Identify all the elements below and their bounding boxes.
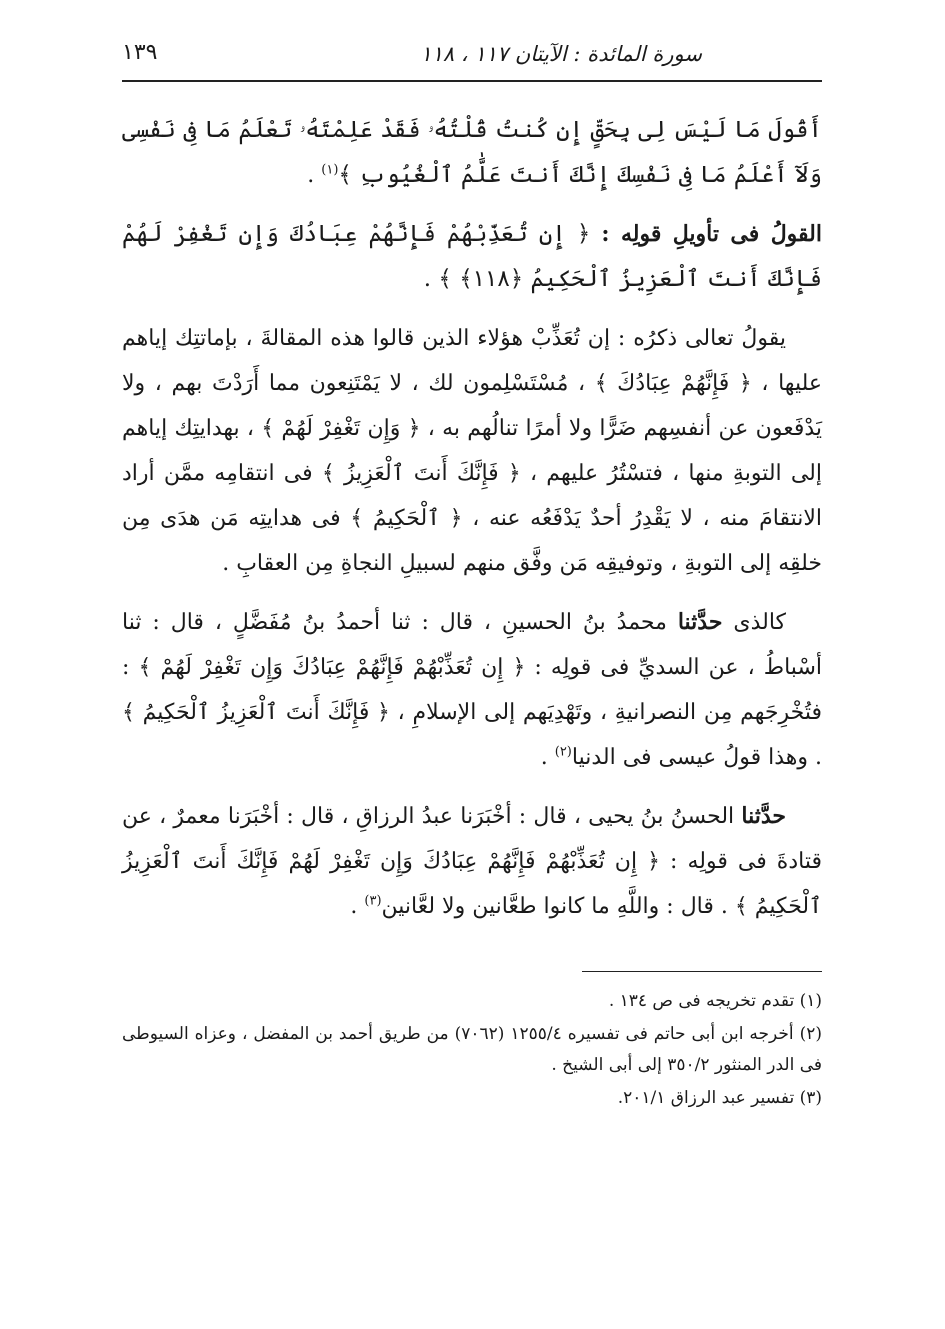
verse-tail: . [307,163,322,188]
footnote-ref-3: (٣) [364,893,382,909]
page-number: ١٣٩ [122,40,158,65]
narration-prefix: كالذى [722,610,786,635]
commentary-paragraph: يقولُ تعالى ذكرُه : إن تُعَذِّبْ هؤلاء الذين قالوا هذه المقالةَ ، بإماتتِك إياهم عليها ، ﴿ فَإِنَّهُمْ عِبَادُكَ ﴾ ، مُسْتَسْلِمون لك ، لا يَمْتَنِعون مما أَرَدْتَ بهم ، ولا يَدْفَعون عن أنفسِهم ضَرًّا ولا أمرًا تنالُهم به ، ﴿ وَإِن تَغْفِرْ لَهُمْ ﴾ ، بهدايتِك إياهم إلى التوبةِ منها ، فتسْتُرُ عليهم ، ﴿ فَإِنَّكَ أَنتَ ٱلْعَزِيزُ ﴾ فى انتقامِه ممَّن أراد الانتقامَ منه ، لا يَقْدِرُ أحدٌ يَدْفَعُه عنه ، ﴿ ٱلْحَكِيمُ ﴾ فى هدايتِه مَن هدَى مِن خلقِه إلى التوبةِ ، وتوفيقِه مَن وفَّق منهم لسبيلِ النجاةِ مِن العقابِ . [122,326,822,576]
footnote-divider [582,971,822,972]
narration-paragraph-qatada [122,794,822,929]
running-head [122,36,822,82]
footnote-ref-1: (١) [321,162,339,178]
footnote-1: (١) تقدم تخريجه فى ص ١٣٤ . [608,991,822,1011]
running-title: سورة المائدة : الآيتان ١١٧ ، ١١٨ [420,42,702,66]
verse-paragraph [122,108,822,198]
tawil-heading: القولُ فى تأويلِ قولِه : [601,221,822,247]
haddathana-label: حدَّثنا [677,609,723,635]
narration-paragraph-suddi [122,600,822,780]
footnote-ref-2: (٢) [554,744,572,760]
footnote-3: (٣) تفسير عبد الرزاق ٢٠١/١. [617,1088,822,1108]
haddathana-label: حدَّثنا [741,803,786,829]
main-text [122,108,822,929]
narration-tail: . [540,745,555,770]
footnote-2: (٢) أخرجه ابن أبى حاتم فى تفسيره ١٢٥٥/٤ (٧٠٦٢) من طريق أحمد بن المفضل ، وعزاه السيوطى فى الدر المنثور ٣٥٠/٢ إلى أبى الشيخ . [122,1024,823,1075]
tawil-heading-paragraph [122,212,822,302]
narration-text: الحسنُ بنُ يحيى ، قال : أخْبَرَنا عبدُ الرزاقِ ، قال : أخْبَرَنا معمرٌ ، عن قتادةَ فى قولِه : ﴿ إِن تُعَذِّبْهُمْ فَإِنَّهُمْ عِبَادُكَ وَإِن تَغْفِرْ لَهُمْ فَإِنَّكَ أَنتَ ٱلْعَزِيزُ ٱلْحَكِيمُ ﴾ . قال : واللَّهِ ما كانوا طعَّانين ولا لعَّانين [122,804,822,919]
quran-verse-118: ﴿ إِن تُعَذِّبْهُمْ فَإِنَّهُمْ عِبَادُكَ وَإِن تَغْفِرْ لَهُمْ فَإِنَّكَ أَنتَ ٱلْعَزِيزُ ٱلْحَكِيمُ ﴿١١٨﴾ ﴾ . [122,221,822,292]
footnotes [122,986,822,1114]
narration-tail: . [350,894,365,919]
quran-verse: أَقُولَ مَا لَيْسَ لِى بِحَقٍّ إِن كُنتُ قُلْتُهُۥ فَقَدْ عَلِمْتَهُۥ تَعْلَمُ مَا فِى نَفْسِى وَلَآ أَعْلَمُ مَا فِى نَفْسِكَ إِنَّكَ أَنتَ عَلَّٰمُ ٱلْغُيُوبِ ﴾ [122,117,822,188]
narration-text: محمدُ بنُ الحسينِ ، قال : ثنا أحمدُ بنُ مُفَضَّلٍ ، قال : ثنا أسْباطُ ، عن السديِّ فى قولِه : ﴿ إِن تُعَذِّبْهُمْ فَإِنَّهُمْ عِبَادُكَ وَإِن تَغْفِرْ لَهُمْ ﴾ : فتُخْرِجَهم مِن النصرانيةِ ، وتَهْدِيَهم إلى الإسلامِ ، ﴿ فَإِنَّكَ أَنتَ ٱلْعَزِيزُ ٱلْحَكِيمُ ﴾ . وهذا قولُ عيسى فى الدنيا [122,610,822,770]
book-page [122,36,822,1116]
